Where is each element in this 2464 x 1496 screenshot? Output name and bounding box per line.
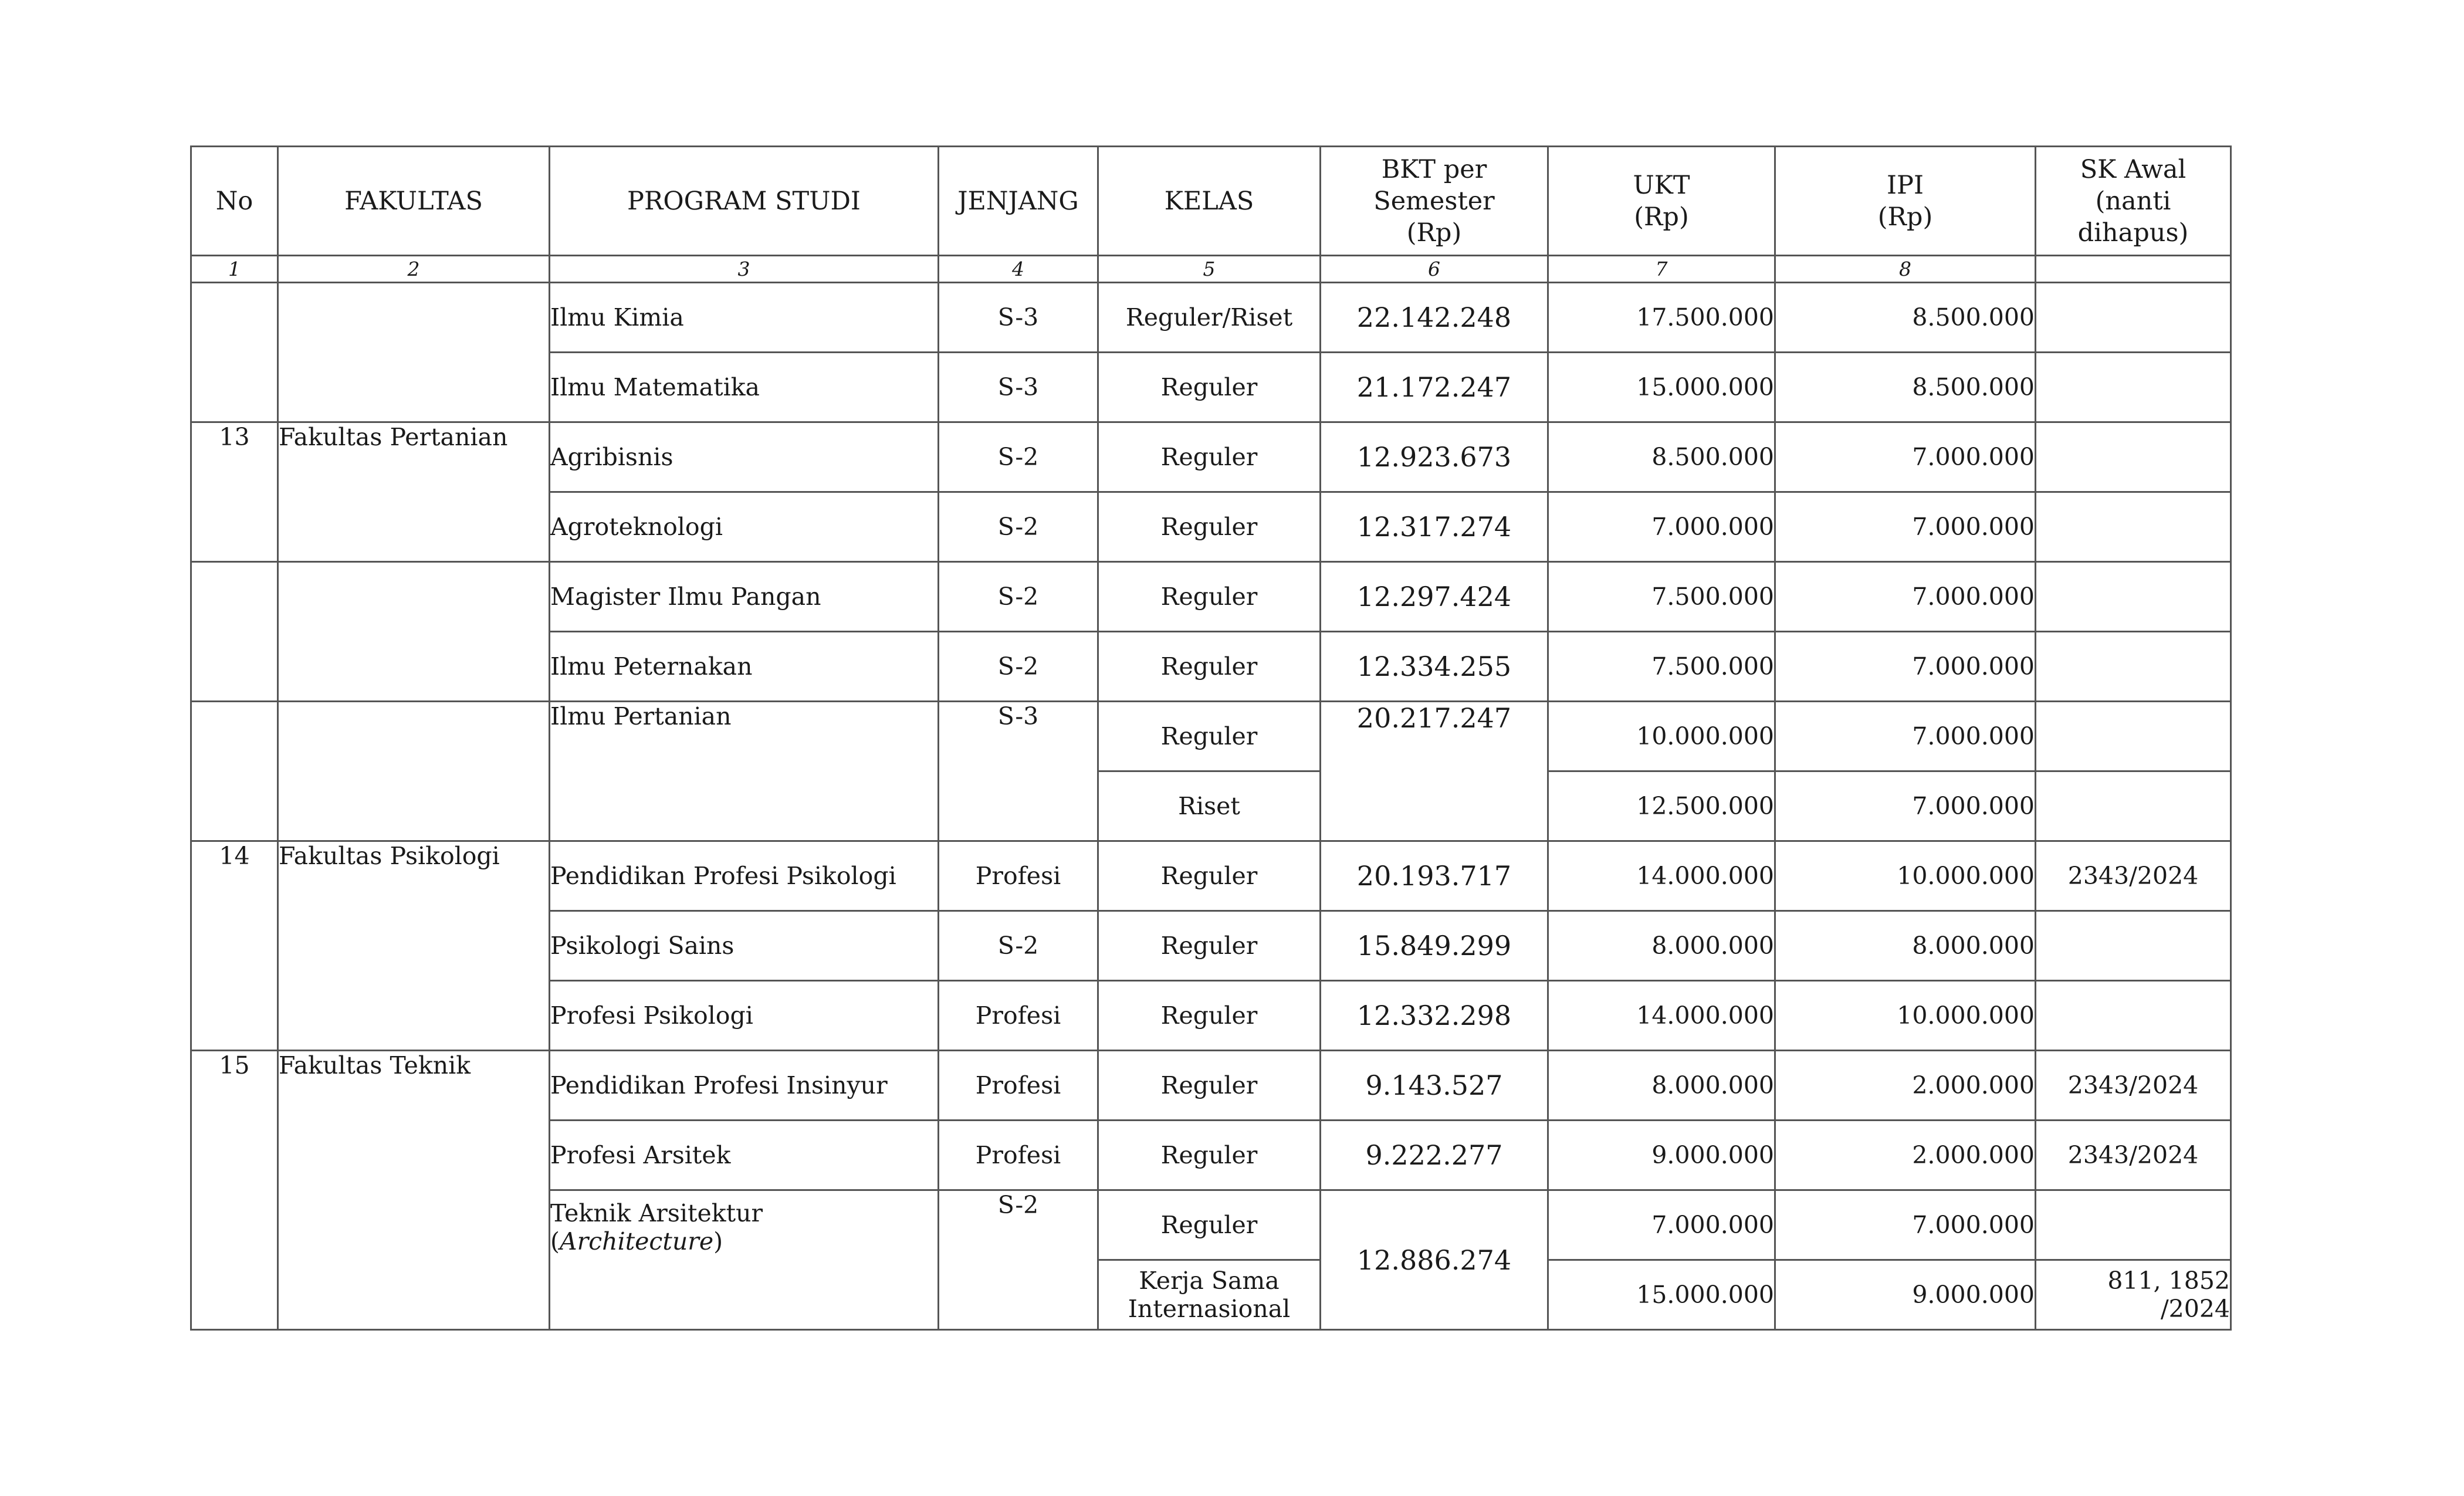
kelas-cell: Reguler (1098, 702, 1321, 771)
prodi-cell: Magister Ilmu Pangan (550, 562, 939, 632)
header-bkt-line2: Semester (1373, 186, 1495, 216)
jenjang-cell: S-2 (939, 492, 1098, 562)
fakultas-cell: Fakultas Psikologi (278, 841, 550, 1051)
kelas-cell: Reguler (1098, 562, 1321, 632)
bkt-cell: 12.297.424 (1321, 562, 1548, 632)
prodi-cell: Agroteknologi (550, 492, 939, 562)
ukt-cell: 8.000.000 (1548, 1051, 1775, 1121)
col-number-empty (2036, 256, 2231, 283)
sk-cell (2036, 911, 2231, 981)
header-kelas: KELAS (1098, 147, 1321, 256)
bkt-cell: 12.886.274 (1321, 1190, 1548, 1330)
ipi-cell: 7.000.000 (1775, 422, 2036, 492)
ukt-cell: 9.000.000 (1548, 1121, 1775, 1190)
col-number: 6 (1321, 256, 1548, 283)
no-cell (191, 283, 278, 422)
col-number: 7 (1548, 256, 1775, 283)
fakultas-cell (278, 283, 550, 422)
table-row (191, 702, 2231, 771)
kelas-cell (1098, 1260, 1321, 1330)
header-bkt-line1: BKT per (1381, 154, 1487, 184)
header-program-studi: PROGRAM STUDI (550, 147, 939, 256)
paren-open: ( (550, 1227, 560, 1255)
no-cell: 15 (191, 1051, 278, 1330)
sk-cell (2036, 632, 2231, 702)
prodi-english: Architecture (560, 1227, 714, 1255)
prodi-cell: Ilmu Pertanian (550, 702, 939, 841)
bkt-cell: 20.193.717 (1321, 841, 1548, 911)
jenjang-cell: S-3 (939, 283, 1098, 353)
jenjang-cell: S-2 (939, 562, 1098, 632)
prodi-cell: Profesi Arsitek (550, 1121, 939, 1190)
no-cell: 13 (191, 422, 278, 562)
sk-cell (2036, 1260, 2231, 1330)
kelas-cell: Reguler/Riset (1098, 283, 1321, 353)
kelas-cell: Reguler (1098, 1051, 1321, 1121)
ipi-cell: 10.000.000 (1775, 841, 2036, 911)
sk-cell (2036, 1190, 2231, 1260)
ukt-cell: 7.500.000 (1548, 632, 1775, 702)
bkt-cell: 9.143.527 (1321, 1051, 1548, 1121)
header-ipi-line1: IPI (1887, 170, 1924, 200)
ipi-cell: 7.000.000 (1775, 771, 2036, 841)
header-sk-line2: (nanti (2095, 186, 2171, 216)
bkt-cell: 22.142.248 (1321, 283, 1548, 353)
ipi-cell: 8.500.000 (1775, 353, 2036, 422)
bkt-cell: 12.317.274 (1321, 492, 1548, 562)
sk-line2: /2024 (2160, 1295, 2230, 1323)
ukt-cell: 7.000.000 (1548, 492, 1775, 562)
paren-close: ) (713, 1227, 723, 1255)
header-bkt (1321, 147, 1548, 256)
ipi-cell: 8.500.000 (1775, 283, 2036, 353)
jenjang-cell: S-3 (939, 702, 1098, 841)
bkt-cell: 21.172.247 (1321, 353, 1548, 422)
sk-cell: 2343/2024 (2036, 841, 2231, 911)
jenjang-cell: S-2 (939, 1190, 1098, 1330)
no-cell: 14 (191, 841, 278, 1051)
ukt-cell: 7.500.000 (1548, 562, 1775, 632)
ipi-cell: 7.000.000 (1775, 562, 2036, 632)
prodi-cell: Ilmu Matematika (550, 353, 939, 422)
table-row (191, 1051, 2231, 1121)
ipi-cell: 9.000.000 (1775, 1260, 2036, 1330)
col-number: 8 (1775, 256, 2036, 283)
ipi-cell: 2.000.000 (1775, 1121, 2036, 1190)
jenjang-cell: S-2 (939, 422, 1098, 492)
kelas-cell: Reguler (1098, 981, 1321, 1051)
col-number: 1 (191, 256, 278, 283)
kelas-cell: Reguler (1098, 632, 1321, 702)
prodi-cell: Pendidikan Profesi Psikologi (550, 841, 939, 911)
header-ukt (1548, 147, 1775, 256)
col-number: 3 (550, 256, 939, 283)
bkt-cell: 15.849.299 (1321, 911, 1548, 981)
jenjang-cell: Profesi (939, 981, 1098, 1051)
sk-cell (2036, 492, 2231, 562)
ukt-cell: 15.000.000 (1548, 353, 1775, 422)
prodi-cell: Ilmu Peternakan (550, 632, 939, 702)
prodi-cell (550, 1190, 939, 1330)
fakultas-cell: Fakultas Teknik (278, 1051, 550, 1330)
kelas-cell: Reguler (1098, 492, 1321, 562)
bkt-cell: 12.923.673 (1321, 422, 1548, 492)
prodi-cell: Pendidikan Profesi Insinyur (550, 1051, 939, 1121)
table-row (191, 283, 2231, 353)
kelas-cell: Reguler (1098, 353, 1321, 422)
sk-cell (2036, 422, 2231, 492)
sk-cell (2036, 702, 2231, 771)
kelas-cell: Reguler (1098, 1121, 1321, 1190)
sk-cell: 2343/2024 (2036, 1051, 2231, 1121)
header-row (191, 147, 2231, 256)
bkt-cell: 9.222.277 (1321, 1121, 1548, 1190)
sk-cell (2036, 981, 2231, 1051)
header-jenjang: JENJANG (939, 147, 1098, 256)
fakultas-cell (278, 562, 550, 702)
sk-line1: 811, 1852 (2107, 1267, 2230, 1295)
no-cell (191, 562, 278, 702)
header-ukt-line1: UKT (1633, 170, 1690, 200)
bkt-cell: 12.334.255 (1321, 632, 1548, 702)
prodi-cell: Ilmu Kimia (550, 283, 939, 353)
table-row (191, 422, 2231, 492)
table-row (191, 841, 2231, 911)
ipi-cell: 7.000.000 (1775, 632, 2036, 702)
col-number: 4 (939, 256, 1098, 283)
ukt-cell: 14.000.000 (1548, 841, 1775, 911)
prodi-cell: Psikologi Sains (550, 911, 939, 981)
bkt-cell: 20.217.247 (1321, 702, 1548, 841)
column-number-row (191, 256, 2231, 283)
header-fakultas: FAKULTAS (278, 147, 550, 256)
header-ipi (1775, 147, 2036, 256)
bkt-cell: 12.332.298 (1321, 981, 1548, 1051)
ukt-cell: 12.500.000 (1548, 771, 1775, 841)
sk-cell: 2343/2024 (2036, 1121, 2231, 1190)
ukt-cell: 8.500.000 (1548, 422, 1775, 492)
header-ukt-line2: (Rp) (1634, 202, 1689, 232)
jenjang-cell: S-3 (939, 353, 1098, 422)
col-number: 5 (1098, 256, 1321, 283)
ipi-cell: 7.000.000 (1775, 492, 2036, 562)
header-sk-line1: SK Awal (2080, 154, 2187, 184)
kelas-cell: Riset (1098, 771, 1321, 841)
jenjang-cell: S-2 (939, 632, 1098, 702)
ipi-cell: 7.000.000 (1775, 702, 2036, 771)
no-cell (191, 702, 278, 841)
fakultas-cell (278, 702, 550, 841)
ukt-cell: 7.000.000 (1548, 1190, 1775, 1260)
col-number: 2 (278, 256, 550, 283)
kelas-cell: Reguler (1098, 841, 1321, 911)
sk-cell (2036, 771, 2231, 841)
jenjang-cell: Profesi (939, 841, 1098, 911)
sk-cell (2036, 353, 2231, 422)
jenjang-cell: Profesi (939, 1121, 1098, 1190)
prodi-cell: Agribisnis (550, 422, 939, 492)
prodi-line2 (550, 1227, 937, 1255)
kelas-cell: Reguler (1098, 422, 1321, 492)
ukt-cell: 10.000.000 (1548, 702, 1775, 771)
kelas-cell: Reguler (1098, 1190, 1321, 1260)
header-sk-awal (2036, 147, 2231, 256)
table-row (191, 562, 2231, 632)
ukt-cell: 17.500.000 (1548, 283, 1775, 353)
kelas-line2: Internasional (1128, 1295, 1291, 1323)
ukt-cell: 14.000.000 (1548, 981, 1775, 1051)
jenjang-cell: Profesi (939, 1051, 1098, 1121)
ipi-cell: 8.000.000 (1775, 911, 2036, 981)
ukt-cell: 15.000.000 (1548, 1260, 1775, 1330)
prodi-cell: Profesi Psikologi (550, 981, 939, 1051)
header-ipi-line2: (Rp) (1877, 202, 1933, 232)
ipi-cell: 2.000.000 (1775, 1051, 2036, 1121)
header-bkt-line3: (Rp) (1406, 218, 1462, 248)
kelas-line1: Kerja Sama (1139, 1267, 1280, 1295)
ukt-cell: 8.000.000 (1548, 911, 1775, 981)
sk-cell (2036, 562, 2231, 632)
sk-cell (2036, 283, 2231, 353)
jenjang-cell: S-2 (939, 911, 1098, 981)
header-no: No (191, 147, 278, 256)
ipi-cell: 10.000.000 (1775, 981, 2036, 1051)
ipi-cell: 7.000.000 (1775, 1190, 2036, 1260)
kelas-cell: Reguler (1098, 911, 1321, 981)
tuition-table (190, 145, 2232, 1331)
prodi-line1: Teknik Arsitektur (550, 1199, 763, 1227)
fakultas-cell: Fakultas Pertanian (278, 422, 550, 562)
header-sk-line3: dihapus) (2077, 218, 2189, 248)
